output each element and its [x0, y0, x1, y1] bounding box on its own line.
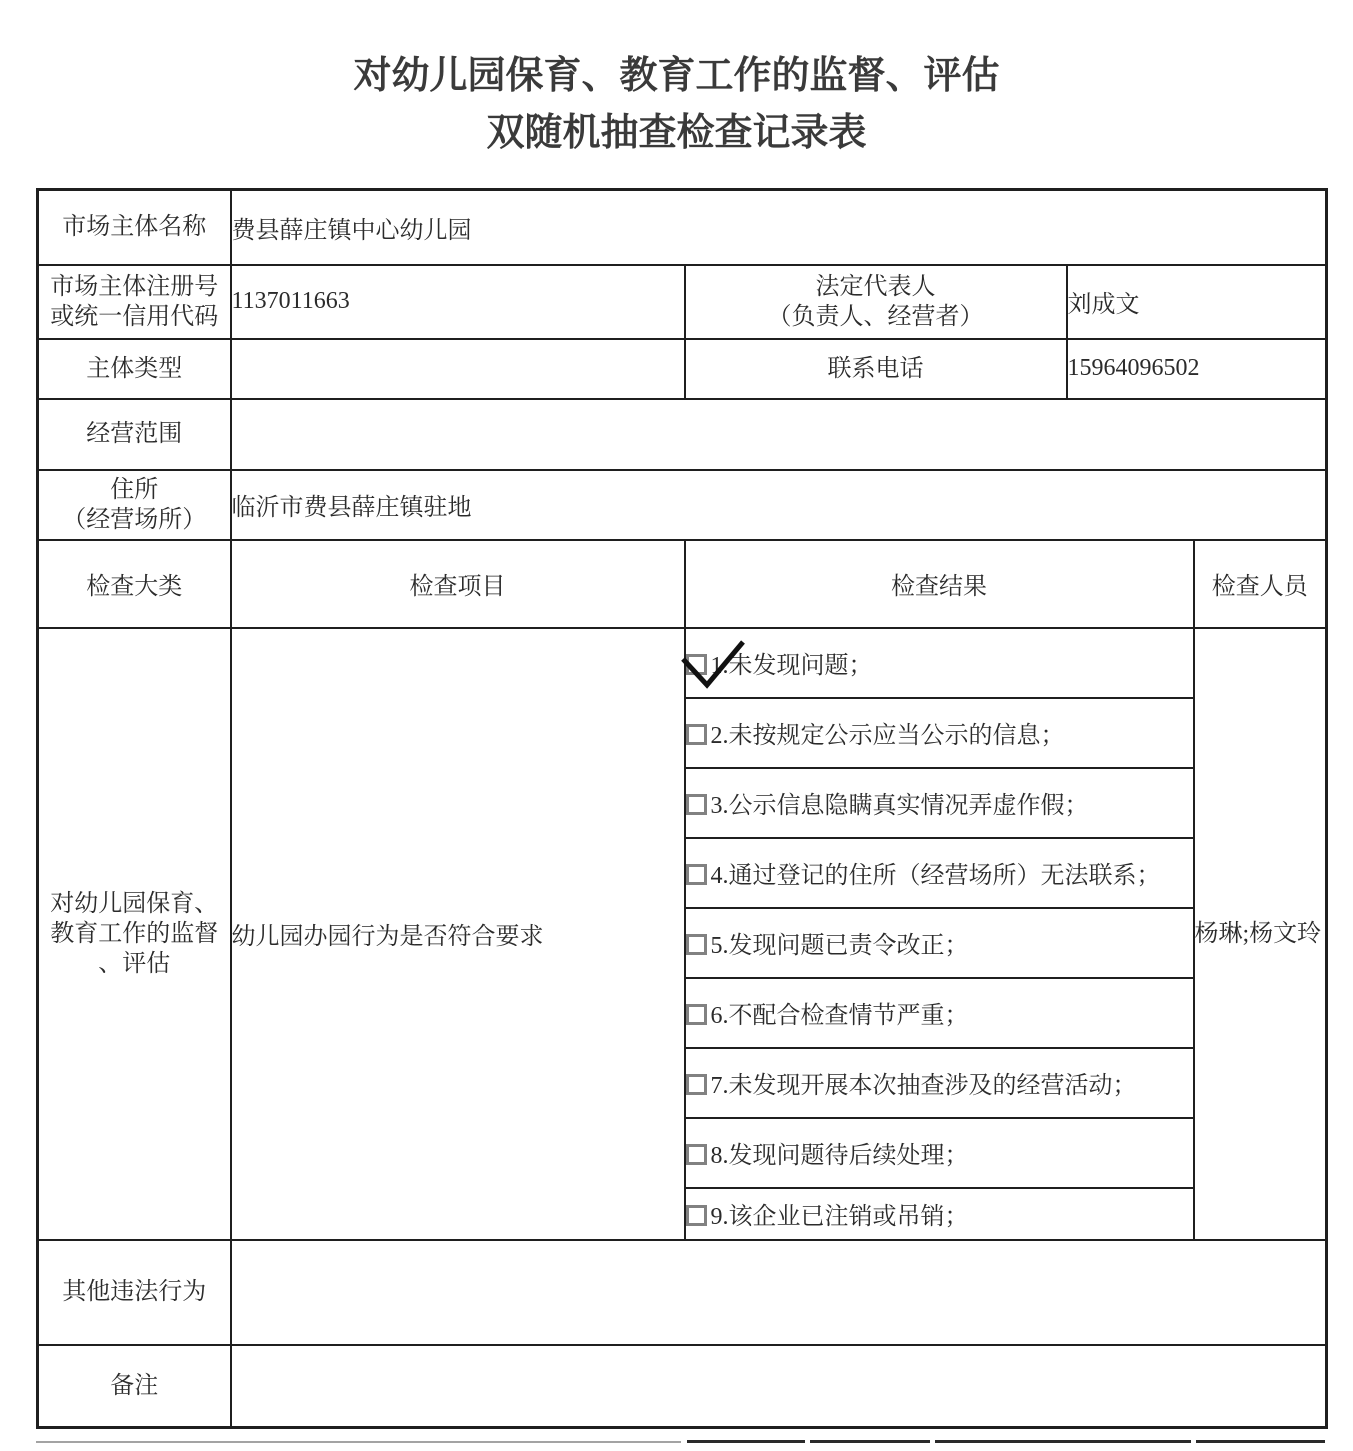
phone-value: 15964096502 — [1067, 339, 1327, 399]
phone-label: 联系电话 — [685, 339, 1067, 399]
result-option-9 — [685, 1188, 1194, 1240]
row-result-1 — [38, 628, 1327, 698]
page-edge-line — [687, 1440, 805, 1443]
other-violations-value — [231, 1240, 1327, 1345]
result-label: 1.未发现问题； — [710, 653, 873, 679]
result-option-3 — [685, 768, 1194, 838]
legal-rep-value: 刘成文 — [1067, 265, 1327, 339]
business-scope-label: 经营范围 — [38, 399, 231, 470]
checkbox-icon[interactable] — [686, 1074, 707, 1095]
result-label: 3.公示信息隐瞒真实情况弄虚作假； — [710, 793, 1089, 819]
row-address — [38, 470, 1327, 540]
checkbox-icon[interactable] — [686, 1144, 707, 1165]
row-entity-name — [38, 190, 1327, 265]
checkbox-icon[interactable] — [686, 934, 707, 955]
result-option-5 — [685, 908, 1194, 978]
address-value: 临沂市费县薛庄镇驻地 — [231, 470, 1327, 540]
result-label: 5.发现问题已责令改正； — [710, 933, 969, 959]
result-label: 2.未按规定公示应当公示的信息； — [710, 723, 1065, 749]
inspection-category: 对幼儿园保育、 教育工作的监督 、评估 — [38, 628, 231, 1240]
row-business-scope — [38, 399, 1327, 470]
remarks-value — [231, 1345, 1327, 1428]
checkbox-icon[interactable] — [686, 794, 707, 815]
result-option-1 — [685, 628, 1194, 698]
header-item: 检查项目 — [231, 540, 685, 628]
reg-no-value: 1137011663 — [231, 265, 685, 339]
result-label: 8.发现问题待后续处理； — [710, 1143, 969, 1169]
checkbox-icon[interactable] — [686, 864, 707, 885]
checkbox-icon[interactable] — [686, 654, 707, 675]
document-title — [0, 48, 1353, 162]
result-option-7 — [685, 1048, 1194, 1118]
result-option-2 — [685, 698, 1194, 768]
page-edge-line — [935, 1440, 1191, 1443]
row-reg-no — [38, 265, 1327, 339]
checkbox-icon[interactable] — [686, 724, 707, 745]
inspection-form-table — [36, 188, 1328, 1429]
reg-no-label: 市场主体注册号 或统一信用代码 — [38, 265, 231, 339]
page-edge-line — [810, 1440, 930, 1443]
result-option-8 — [685, 1118, 1194, 1188]
checkbox-icon[interactable] — [686, 1205, 707, 1226]
checkbox-icon[interactable] — [686, 1004, 707, 1025]
remarks-label: 备注 — [38, 1345, 231, 1428]
address-label: 住所 （经营场所） — [38, 470, 231, 540]
entity-type-value — [231, 339, 685, 399]
header-category: 检查大类 — [38, 540, 231, 628]
result-label: 9.该企业已注销或吊销； — [710, 1204, 969, 1230]
business-scope-value — [231, 399, 1327, 470]
other-violations-label: 其他违法行为 — [38, 1240, 231, 1345]
entity-type-label: 主体类型 — [38, 339, 231, 399]
result-option-6 — [685, 978, 1194, 1048]
header-inspector: 检查人员 — [1194, 540, 1327, 628]
result-label: 6.不配合检查情节严重； — [710, 1003, 969, 1029]
legal-rep-label: 法定代表人 （负责人、经营者） — [685, 265, 1067, 339]
result-label: 4.通过登记的住所（经营场所）无法联系； — [710, 863, 1161, 889]
header-result: 检查结果 — [685, 540, 1194, 628]
document-title-line1: 对幼儿园保育、教育工作的监督、评估 — [353, 55, 1000, 97]
inspectors-value: 杨琳;杨文玲 — [1194, 628, 1327, 1240]
row-other-violations — [38, 1240, 1327, 1345]
row-entity-type — [38, 339, 1327, 399]
inspection-item: 幼儿园办园行为是否符合要求 — [231, 628, 685, 1240]
row-section-header — [38, 540, 1327, 628]
result-label: 7.未发现开展本次抽查涉及的经营活动； — [710, 1073, 1137, 1099]
entity-name-value: 费县薛庄镇中心幼儿园 — [231, 190, 1327, 265]
entity-name-label: 市场主体名称 — [38, 190, 231, 265]
result-option-4 — [685, 838, 1194, 908]
page-edge-line — [36, 1441, 681, 1443]
page-edge-line — [1196, 1440, 1325, 1443]
document-title-line2: 双随机抽查检查记录表 — [486, 112, 867, 154]
row-remarks — [38, 1345, 1327, 1428]
